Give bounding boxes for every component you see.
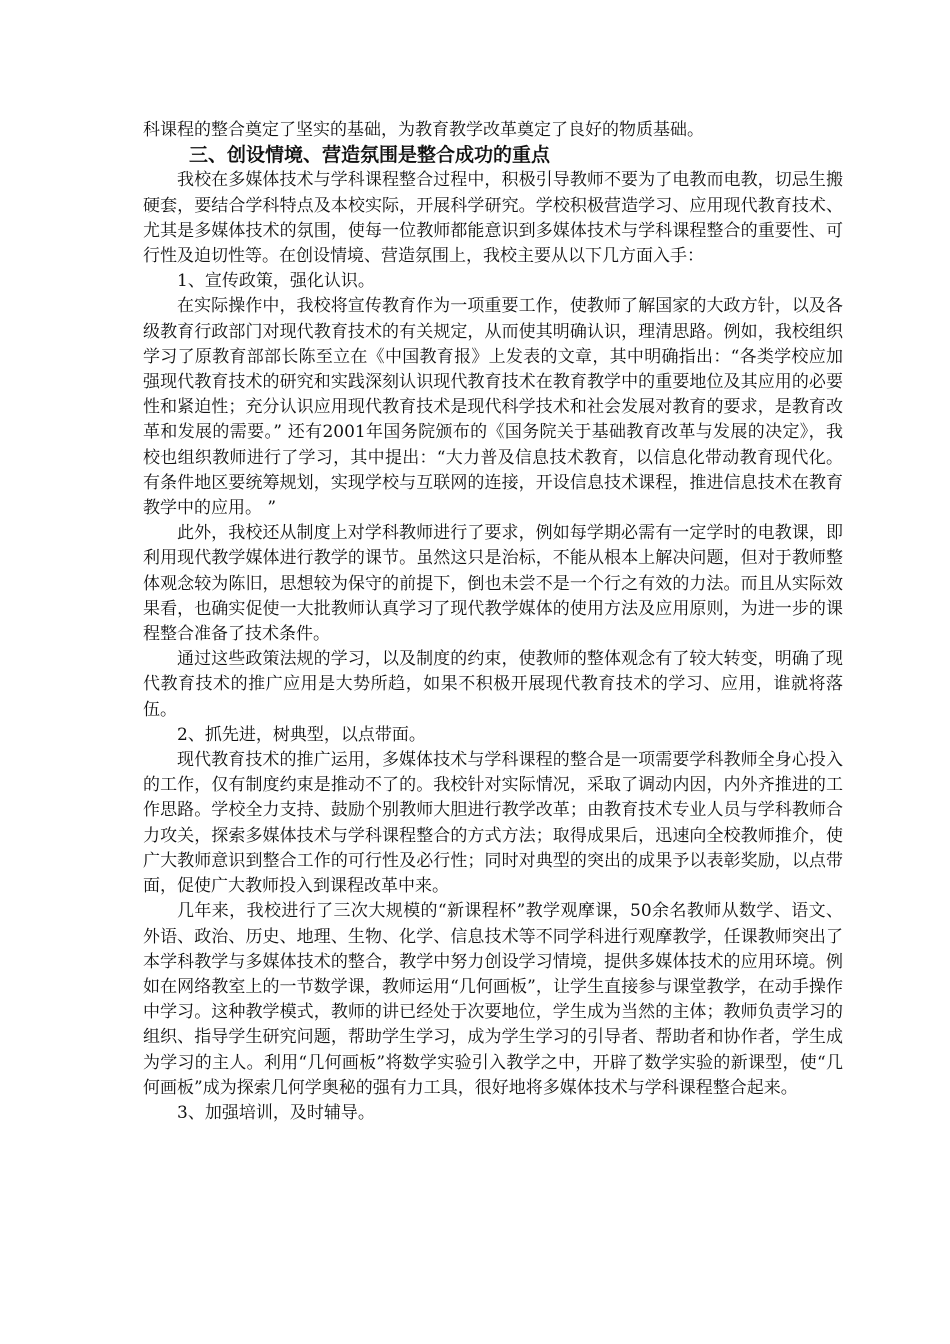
paragraph-continuation: 科课程的整合奠定了坚实的基础，为教育教学改革奠定了良好的物质基础。 [143,120,704,140]
paragraph-intro: 我校在多媒体技术与学科课程整合过程中，积极引导教师不要为了电教而电教，切忌生搬硬套，要结合学科特点及本校实际，开展科学研究。学校积极营造学习、应用现代教育技术、尤其是多媒体技术的氛围，使每一位教师都能意识到多媒体技术与学科课程整合的重要性、可行性及迫切性等。在创设情境、营造氛围上，我校主要从以下几方面入手： [143,170,843,267]
paragraph-result: 通过这些政策法规的学习，以及制度的约束，使教师的整体观念有了较大转变，明确了现代教育技术的推广应用是大势所趋，如果不积极开展现代教育技术的学习、应用，谁就将落伍。 [143,649,843,720]
section-heading: 三、创设情境、营造氛围是整合成功的重点 [189,144,551,167]
subheading-2: 2、抓先进，树典型，以点带面。 [177,724,426,745]
paragraph-promotion: 现代教育技术的推广运用，多媒体技术与学科课程的整合是一项需要学科教师全身心投入的工作，仅有制度约束是推动不了的。我校针对实际情况，采取了调动内因，内外齐推进的工作思路。学校全力支持、鼓励个别教师大胆进行教学改革；由教育技术专业人员与学科教师合力攻关，探索多媒体技术与学科课程整合的方式方法；取得成果后，迅速向全校教师推介，使广大教师意识到整合工作的可行性及必行性；同时对典型的突出的成果予以表彰奖励，以点带面，促使广大教师投入到课程改革中来。 [143,750,843,897]
document-page [143,118,843,1126]
paragraph-system: 此外，我校还从制度上对学科教师进行了要求，例如每学期必需有一定学时的电教课，即利用现代教学媒体进行教学的课节。虽然这只是治标，不能从根本上解决问题，但对于教师整体观念较为陈旧，思想较为保守的前提下，倒也未尝不是一个行之有效的力法。而且从实际效果看，也确实促使一大批教师认真学习了现代教学媒体的使用方法及应用原则，为进一步的课程整合准备了技术条件。 [143,523,843,645]
paragraph-observation: 几年来，我校进行了三次大规模的“新课程杯”教学观摩课，50余名教师从数学、语文、外语、政治、历史、地理、生物、化学、信息技术等不同学科进行观摩教学，任课教师突出了本学科教学与多媒体技术的整合，教学中努力创设学习情境，提供多媒体技术的应用环境。例如在网络教室上的一节数学课，教师运用“几何画板”，让学生直接参与课堂教学，在动手操作中学习。这种教学模式，教师的讲已经处于次要地位，学生成为当然的主体；教师负责学习的组织、指导学生研究问题，帮助学生学习，成为学生学习的引导者、帮助者和协作者，学生成为学习的主人。利用“几何画板”将数学实验引入教学之中，开辟了数学实验的新课型，使“几何画板”成为探索几何学奥秘的强有力工具，很好地将多媒体技术与学科课程整合起来。 [143,901,843,1098]
paragraph-policy: 在实际操作中，我校将宣传教育作为一项重要工作，使教师了解国家的大政方针，以及各级教育行政部门对现代教育技术的有关规定，从而使其明确认识，理清思路。例如，我校组织学习了原教育部部长陈至立在《中国教育报》上发表的文章，其中明确指出：“各类学校应加强现代教育技术的研究和实践深刻认识现代教育技术在教育教学中的重要地位及其应用的必要性和紧迫性；充分认识应用现代教育技术是现代科学技术和社会发展对教育的要求，是教育改革和发展的需要。” 还有2001年国务院颁布的《国务院关于基础教育改革与发展的决定》，我校也组织教师进行了学习，其中提出：“大力普及信息技术教育，以信息化带动教育现代化。有条件地区要统筹规划，实现学校与互联网的连接，开设信息技术课程，推进信息技术在教育教学中的应用。 ” [143,296,843,519]
subheading-1: 1、宣传政策，强化认识。 [177,271,375,292]
subheading-3: 3、加强培训，及时辅导。 [177,1102,375,1123]
